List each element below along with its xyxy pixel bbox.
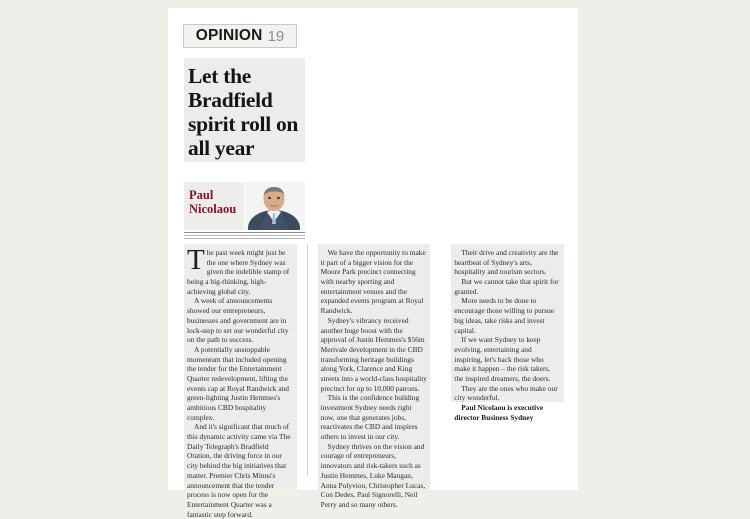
paragraph: Sydney thrives on the vision and courage of entrepreneurs, innovators and risk-takers such as Justin Hemmes, Luke Mangan, Anna Polyviou, Christopher Lucas, Con Dedes, Paul Signorelli, Neil Perry and so many others.: [320, 441, 426, 509]
paragraph: A potentially unstoppable momentum that included opening the tender for the Entertainment Quarter redevelopment, lifting the events cap at Royal Randwick and green-lighting Justin Hemmes's ambitious CBD hospitality complex.: [187, 344, 290, 422]
byline-block: [184, 182, 305, 230]
byline-divider-rules: [184, 232, 305, 241]
column-gutter: [297, 244, 318, 490]
column-gutter: [430, 244, 451, 490]
column-rule: [307, 244, 308, 476]
paragraph-text: he past week might just be the one where Sydney was given the indelible stamp of being a big-thinking, high-achieving global city.: [187, 248, 290, 296]
byline-first-name: Paul: [189, 188, 214, 202]
paragraph: This is the confidence building investment Sydney needs right now, one that generates jobs, reactivates the CBD and inspires others to invest in our city.: [320, 393, 420, 442]
byline-last-name: Nicolaou: [189, 202, 237, 216]
paragraph: More needs to be done to encourage those willing to pursue big ideas, take risks and invest capital.: [454, 296, 555, 335]
article-column-3: [451, 244, 564, 422]
article-columns: [184, 244, 564, 519]
divider-rule: [184, 232, 305, 233]
section-title: OPINION: [195, 27, 263, 44]
author-credit-line: Paul Nicolaou is executive director Business Sydney: [454, 403, 544, 422]
paragraph: If we want Sydney to keep evolving, entertaining and inspiring, let's back those who make it happen – the risk takers, the inspired dreamers, the doers.: [454, 335, 551, 383]
section-header: [183, 24, 297, 48]
paragraph: We have the opportunity to make it part of a bigger vision for the Moore Park precinct connecting with nearby sporting and entertainment venues and the expanded events program at Royal Randwick.: [320, 248, 426, 316]
paragraph: Their drive and creativity are the heartbeat of Sydney's arts, hospitality and tourism sectors.: [454, 248, 559, 277]
page-number: 19: [267, 27, 285, 45]
drop-cap: T: [187, 244, 205, 276]
byline-author-name: [189, 188, 245, 216]
author-headshot: [243, 182, 305, 230]
paragraph: And it's significant that much of this dynamic activity came via The Daily Telegraph's Bradfield Oration, the driving force in our city behind the big initiatives that matter. Premier Chris Minns's announcement that the tender process is now open for the Entertainment Quarter was a fantastic step forward.: [187, 422, 291, 519]
headline-block: [184, 58, 305, 162]
article-headline: Let the Bradfield spirit roll on all year: [188, 64, 299, 161]
paragraph: A week of announcements showed our entrepreneurs, businesses and government are in lock-step to set our wonderful city on the path to success.: [187, 296, 289, 345]
divider-rule: [184, 235, 305, 236]
newspaper-page-sheet: [168, 8, 578, 519]
paragraph: But we cannot take that spirit for granted.: [454, 277, 559, 296]
divider-rule: [184, 238, 305, 239]
article-column-2: [318, 244, 431, 509]
paragraph: They are the ones who make our city wonderful.: [454, 383, 558, 403]
article-column-1: [184, 244, 297, 519]
paragraph: Sydney's vibrancy received another huge boost with the approval of Justin Hemmes's $56m Merivale development in the CBD transforming heritage buildings along York, Clarence and King streets into a world-class hospitality precinct for up to 10,000 patrons.: [320, 315, 427, 393]
paragraph: [187, 244, 294, 296]
